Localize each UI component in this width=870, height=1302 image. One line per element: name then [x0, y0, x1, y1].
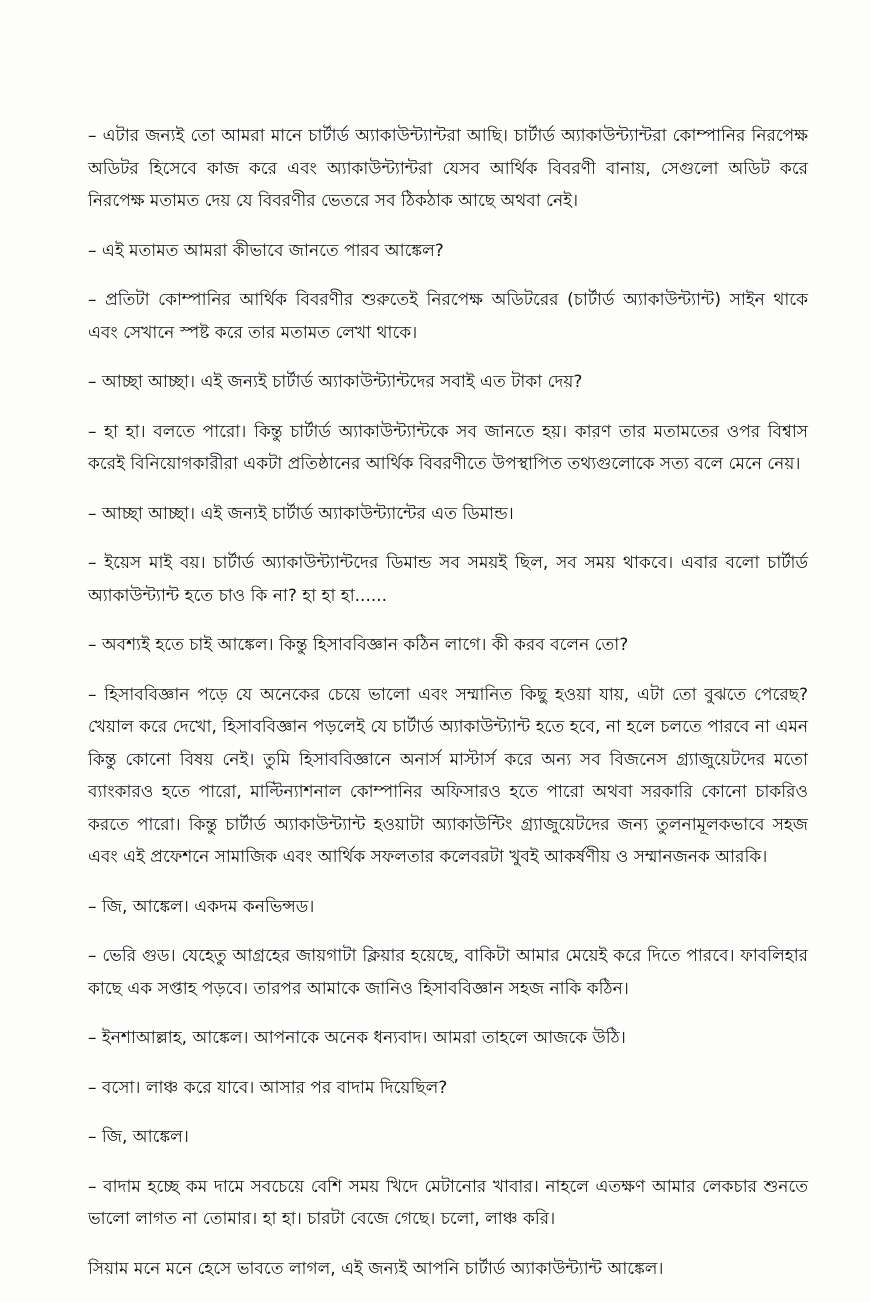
dialogue-paragraph-7: – ইয়েস মাই বয়। চার্টার্ড অ্যাকাউন্ট্যান্টদের ডিমান্ড সব সময়ই ছিল, সব সময় থাকবে। এবার বলো চার্টার্ড অ্যাকাউন্ট্যান্ট হতে চাও কি না? হা হা হা...... [88, 553, 808, 606]
dialogue-paragraph-2: – এই মতামত আমরা কীভাবে জানতে পারব আঙ্কেল? [88, 240, 444, 261]
dialogue-paragraph-15: – বাদাম হচ্ছে কম দামে সবচেয়ে বেশি সময় খিদে মেটানোর খাবার। নাহলে এতক্ষণ আমার লেকচার শুনতে ভালো লাগত না তোমার। হা হা। চারটা বেজে গেছে। চলো, লাঞ্চ করি। [88, 1176, 808, 1229]
page-text [88, 120, 808, 1302]
dialogue-paragraph-4: – আচ্ছা আচ্ছা। এই জন্যই চার্টার্ড অ্যাকাউন্ট্যান্টদের সবাই এত টাকা দেয়? [88, 372, 583, 392]
narration-paragraph: সিয়াম মনে মনে হেসে ভাবতে লাগল, এই জন্যই আপনি চার্টার্ড অ্যাকাউন্ট্যান্ট আঙ্কেল। [88, 1258, 664, 1279]
dialogue-paragraph-14: – জি, আঙ্কেল। [88, 1127, 189, 1147]
dialogue-paragraph-8: – অবশ্যই হতে চাই আঙ্কেল। কিন্তু হিসাববিজ্ঞান কঠিন লাগে। কী করব বলেন তো? [88, 635, 629, 655]
dialogue-paragraph-5: – হা হা। বলতে পারো। কিন্তু চার্টার্ড অ্যাকাউন্ট্যান্টকে সব জানতে হয়। কারণ তার মতামতের ওপর বিশ্বাস করেই বিনিয়োগকারীরা একটা প্রতিষ্ঠানের আর্থিক বিবরণীতে উপস্থাপিত তথ্যগুলোকে সত্য বলে মেনে নেয়। [88, 421, 808, 474]
dialogue-paragraph-1: – এটার জন্যই তো আমরা মানে চার্টার্ড অ্যাকাউন্ট্যান্টরা আছি। চার্টার্ড অ্যাকাউন্ট্যান্টরা কোম্পানির নিরপেক্ষ অডিটর হিসেবে কাজ করে এবং অ্যাকাউন্ট্যান্টরা যেসব আর্থিক বিবরণী বানায়, সেগুলো অডিট করে নিরপেক্ষ মতামত দেয় যে বিবরণীর ভেতরে সব ঠিকঠাক আছে অথবা নেই। [88, 126, 808, 211]
dialogue-paragraph-11: – ভেরি গুড। যেহেতু আগ্রহের জায়গাটা ক্লিয়ার হয়েছে, বাকিটা আমার মেয়েই করে দিতে পারবে। ফাবলিহার কাছে এক সপ্তাহ পড়বে। তারপর আমাকে জানিও হিসাববিজ্ঞান সহজ নাকি কঠিন। [88, 946, 808, 999]
dialogue-paragraph-10: – জি, আঙ্কেল। একদম কনভিন্সড। [88, 896, 315, 917]
dialogue-paragraph-12: – ইনশাআল্লাহ, আঙ্কেল। আপনাকে অনেক ধন্যবাদ। আমরা তাহলে আজকে উঠি। [88, 1028, 626, 1048]
dialogue-paragraph-9: – হিসাববিজ্ঞান পড়ে যে অনেকের চেয়ে ভালো এবং সম্মানিত কিছু হওয়া যায়, এটা তো বুঝতে পেরেছ? খেয়াল করে দেখো, হিসাববিজ্ঞান পড়লেই যে চার্টার্ড অ্যাকাউন্ট্যান্ট হতে হবে, না হলে চলতে পারবে না এমন কিন্তু কোনো বিষয় নেই। তুমি হিসাববিজ্ঞানে অনার্স মাস্টার্স করে অন্য সব বিজনেস গ্র্যাজুয়েটদের মতো ব্যাংকারও হতে পারো, মাল্টিন্যাশনাল কোম্পানির অফিসারও হতে পারো অথবা সরকারি কোনো চাকরিও করতে পারো। কিন্তু চার্টার্ড অ্যাকাউন্ট্যান্ট হওয়াটা অ্যাকাউন্টিং গ্র্যাজুয়েটদের জন্য তুলনামূলকভাবে সহজ এবং এই প্রফেশনে সামাজিক এবং আর্থিক সফলতার কলেবরটা খুবই আকর্ষণীয় ও সম্মানজনক আরকি। [88, 684, 808, 867]
dialogue-paragraph-3: – প্রতিটা কোম্পানির আর্থিক বিবরণীর শুরুতেই নিরপেক্ষ অডিটরের (চার্টার্ড অ্যাকাউন্ট্যান্ট) সাইন থাকে এবং সেখানে স্পষ্ট করে তার মতামত লেখা থাকে। [88, 290, 808, 343]
dialogue-paragraph-6: – আচ্ছা আচ্ছা। এই জন্যই চার্টার্ড অ্যাকাউন্ট্যান্টের এত ডিমান্ড। [88, 503, 514, 524]
dialogue-paragraph-13: – বসো। লাঞ্চ করে যাবে। আসার পর বাদাম দিয়েছিল? [88, 1077, 448, 1098]
